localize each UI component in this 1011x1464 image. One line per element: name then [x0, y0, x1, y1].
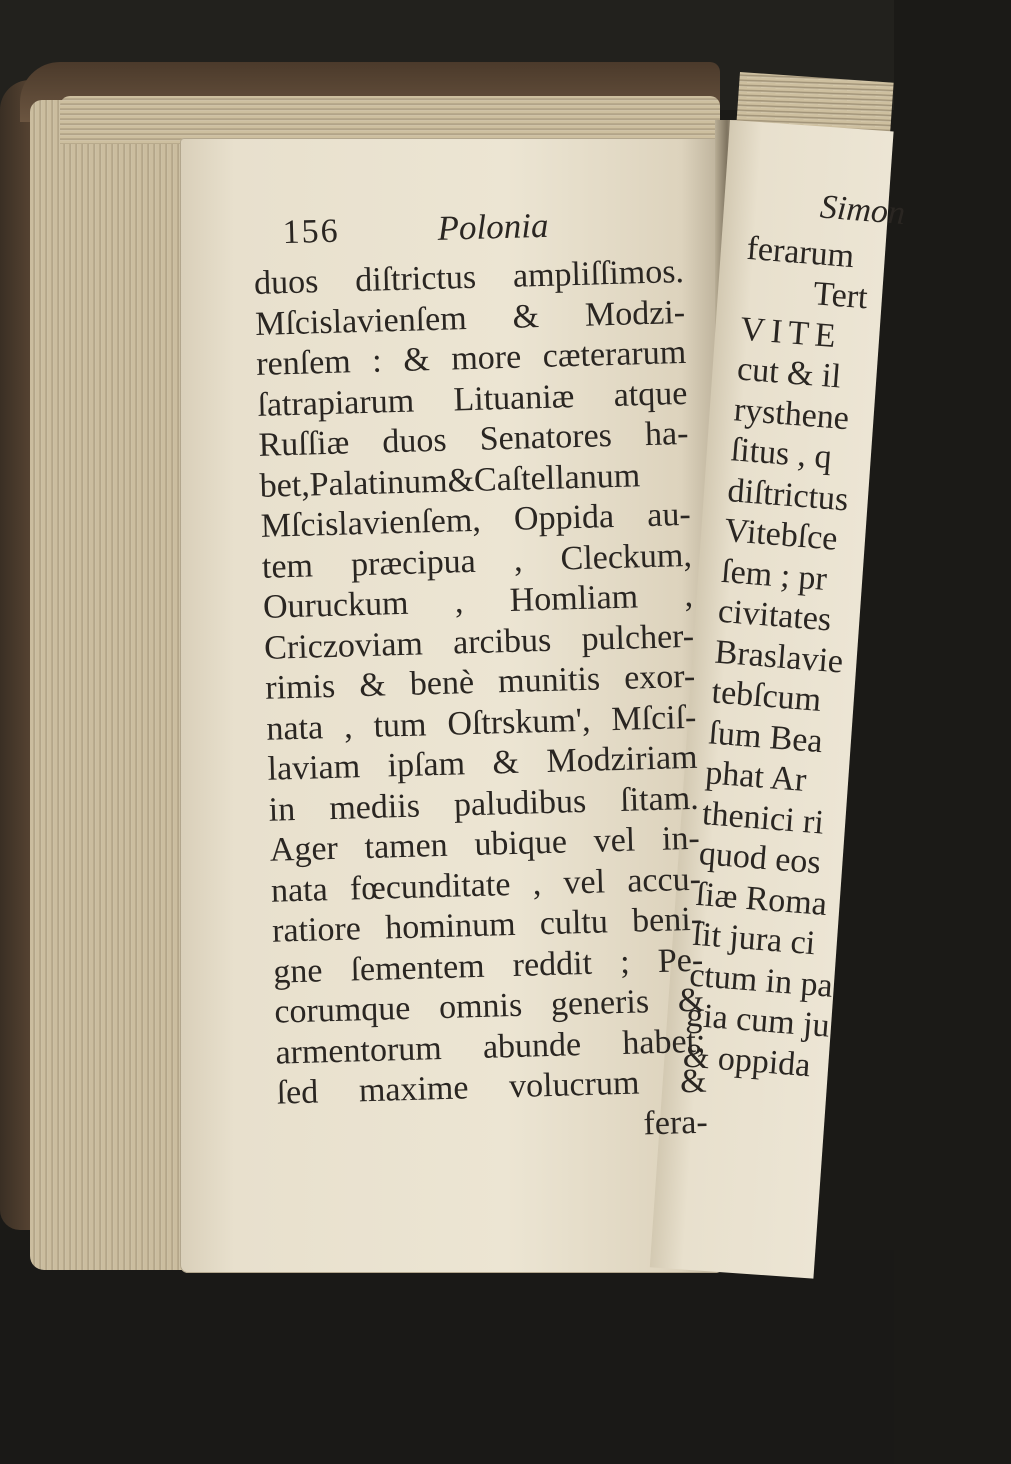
text-line: nata fœcunditate , vel accu- [270, 860, 702, 910]
right-line: ſum Bea [707, 713, 825, 760]
text-line: ſatrapiarum Lituaniæ atque [256, 374, 688, 424]
text-line: gne ſementem reddit ; Pe- [272, 941, 704, 991]
page-number: 156 [282, 212, 341, 252]
right-line: rysthene [732, 390, 851, 437]
text-line: rimis & benè munitis exor- [264, 657, 696, 707]
right-line: civitates [716, 592, 833, 639]
text-line: armentorum abunde habet; [275, 1022, 706, 1072]
right-line: Braslavie [713, 633, 845, 681]
right-line: ctum in pa [688, 956, 835, 1005]
text-line: ratiore hominum cultu beni- [271, 900, 703, 950]
text-line: Ruſſiæ duos Senatores ha- [258, 414, 689, 464]
right-line: quod eos [697, 834, 823, 882]
right-line: phat Ar [704, 754, 808, 800]
text-line: tem præcipua , Cleckum, [261, 536, 693, 586]
text-line: Ouruckum , Homliam , [262, 576, 694, 626]
right-line: thenici ri [700, 794, 826, 842]
right-line: Tert [811, 275, 869, 317]
text-line: Criczoviam arcibus pulcher- [263, 617, 695, 667]
right-running-title: Simon [818, 188, 907, 233]
page-block-top-edges [60, 96, 720, 144]
right-line: tebſcum [710, 673, 823, 719]
text-line: Mſcislavienſem, Oppida au- [260, 495, 692, 545]
text-line: bet,Palatinum&Caſtellanum [259, 456, 641, 505]
right-line: ſit jura ci [691, 915, 817, 963]
right-line: VITE [739, 310, 844, 355]
text-line: corumque omnis generis & [273, 981, 705, 1031]
text-line: nata , tum Oſtrskum', Mſciſ- [265, 698, 697, 748]
right-line: & oppida [681, 1036, 812, 1084]
right-line: ſitus , q [729, 431, 834, 477]
left-page-text [252, 197, 748, 1155]
text-line: Ager tamen ubique vel in- [269, 819, 701, 869]
text-line: duos diſtrictus ampliſſimos. [253, 252, 685, 302]
right-line: Vitebſce [723, 511, 839, 558]
right-line: cut & il [735, 350, 843, 396]
catchword: fera- [642, 1103, 709, 1142]
text-line: in mediis paludibus ſitam. [268, 779, 700, 829]
right-line: ſem ; pr [719, 552, 829, 598]
text-line: Mſcislavienſem & Modzi- [254, 293, 686, 343]
right-line: ferarum [745, 229, 856, 275]
right-page-area [681, 120, 907, 1270]
running-title: Polonia [437, 205, 549, 248]
text-line: renſem : & more cæterarum [255, 333, 687, 383]
text-line: laviam ipſam & Modziriam [267, 738, 698, 788]
text-line: ſed maxime volucrum & [276, 1062, 708, 1112]
dark-background-bottom [0, 1250, 894, 1464]
right-line: ſiæ Roma [694, 875, 829, 923]
right-line: gia cum ju [684, 996, 831, 1045]
right-line: diſtrictus [726, 471, 850, 518]
page-block-edges [30, 100, 190, 1270]
